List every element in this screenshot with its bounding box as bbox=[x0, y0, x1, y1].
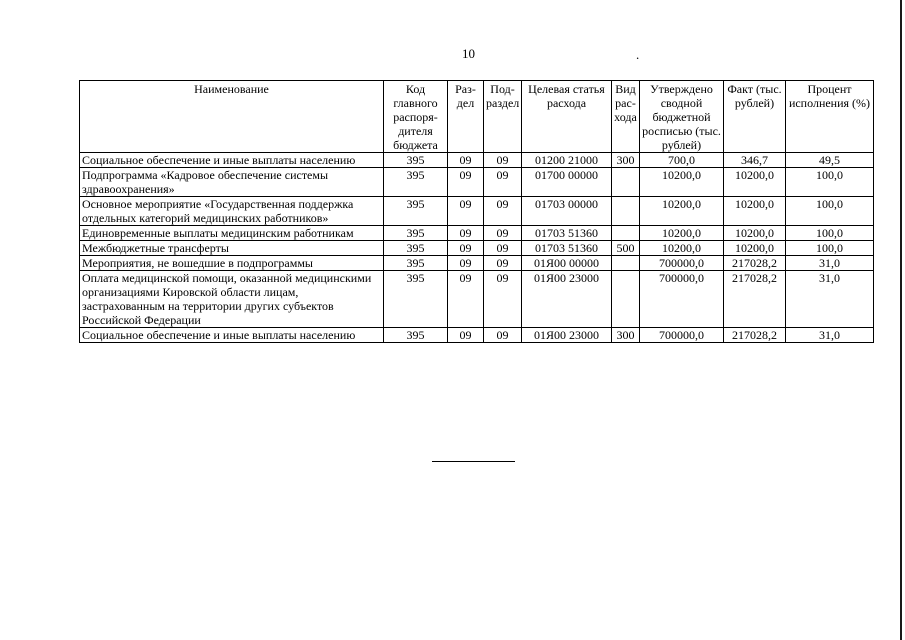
header-percent: Процент исполнения (%) bbox=[786, 81, 874, 153]
table-row bbox=[80, 271, 874, 328]
cell-subsection: 09 bbox=[484, 271, 522, 328]
header-fact: Факт (тыс. рублей) bbox=[724, 81, 786, 153]
cell-approved: 700000,0 bbox=[640, 256, 724, 271]
table-row bbox=[80, 226, 874, 241]
cell-name: Оплата медицинской помощи, оказанной медицинскими организациями Кировской области лицам, застрахованным на территории других субъектов Российской Федерации bbox=[80, 271, 384, 328]
cell-approved: 10200,0 bbox=[640, 241, 724, 256]
stray-mark: . bbox=[636, 47, 640, 62]
cell-section: 09 bbox=[448, 241, 484, 256]
cell-section: 09 bbox=[448, 168, 484, 197]
cell-code: 395 bbox=[384, 328, 448, 343]
cell-percent: 31,0 bbox=[786, 328, 874, 343]
cell-target: 01703 51360 bbox=[522, 241, 612, 256]
table-row bbox=[80, 153, 874, 168]
cell-percent: 100,0 bbox=[786, 226, 874, 241]
cell-fact: 346,7 bbox=[724, 153, 786, 168]
cell-code: 395 bbox=[384, 197, 448, 226]
table-row bbox=[80, 328, 874, 343]
cell-kind: 500 bbox=[612, 241, 640, 256]
cell-name: Мероприятия, не вошедшие в подпрограммы bbox=[80, 256, 384, 271]
cell-code: 395 bbox=[384, 271, 448, 328]
cell-fact: 10200,0 bbox=[724, 168, 786, 197]
cell-approved: 700,0 bbox=[640, 153, 724, 168]
table-header-row bbox=[80, 81, 874, 153]
cell-subsection: 09 bbox=[484, 241, 522, 256]
cell-fact: 217028,2 bbox=[724, 271, 786, 328]
cell-kind bbox=[612, 271, 640, 328]
cell-section: 09 bbox=[448, 256, 484, 271]
header-name: Наименование bbox=[80, 81, 384, 153]
budget-execution-table bbox=[79, 80, 874, 343]
cell-section: 09 bbox=[448, 153, 484, 168]
cell-subsection: 09 bbox=[484, 168, 522, 197]
header-approved: Утверждено сводной бюджетной росписью (тыс. рублей) bbox=[640, 81, 724, 153]
cell-code: 395 bbox=[384, 226, 448, 241]
cell-target: 01700 00000 bbox=[522, 168, 612, 197]
cell-fact: 217028,2 bbox=[724, 328, 786, 343]
cell-target: 01703 51360 bbox=[522, 226, 612, 241]
cell-approved: 700000,0 bbox=[640, 271, 724, 328]
cell-subsection: 09 bbox=[484, 226, 522, 241]
cell-name: Социальное обеспечение и иные выплаты населению bbox=[80, 328, 384, 343]
cell-name: Межбюджетные трансферты bbox=[80, 241, 384, 256]
cell-percent: 31,0 bbox=[786, 271, 874, 328]
cell-percent: 100,0 bbox=[786, 168, 874, 197]
cell-section: 09 bbox=[448, 226, 484, 241]
cell-subsection: 09 bbox=[484, 256, 522, 271]
scan-edge bbox=[900, 0, 902, 640]
table-row bbox=[80, 256, 874, 271]
cell-percent: 100,0 bbox=[786, 197, 874, 226]
cell-fact: 10200,0 bbox=[724, 197, 786, 226]
cell-name: Основное мероприятие «Государственная поддержка отдельных категорий медицинских работников» bbox=[80, 197, 384, 226]
cell-fact: 217028,2 bbox=[724, 256, 786, 271]
cell-target: 01Я00 23000 bbox=[522, 328, 612, 343]
cell-kind: 300 bbox=[612, 328, 640, 343]
table-body bbox=[80, 153, 874, 343]
cell-fact: 10200,0 bbox=[724, 241, 786, 256]
cell-name: Социальное обеспечение и иные выплаты населению bbox=[80, 153, 384, 168]
cell-subsection: 09 bbox=[484, 328, 522, 343]
cell-subsection: 09 bbox=[484, 153, 522, 168]
table-row bbox=[80, 168, 874, 197]
cell-percent: 31,0 bbox=[786, 256, 874, 271]
cell-approved: 700000,0 bbox=[640, 328, 724, 343]
cell-target: 01200 21000 bbox=[522, 153, 612, 168]
header-subsection: Под-раздел bbox=[484, 81, 522, 153]
cell-percent: 49,5 bbox=[786, 153, 874, 168]
header-target: Целевая статья расхода bbox=[522, 81, 612, 153]
cell-approved: 10200,0 bbox=[640, 168, 724, 197]
cell-fact: 10200,0 bbox=[724, 226, 786, 241]
table-row bbox=[80, 241, 874, 256]
cell-section: 09 bbox=[448, 271, 484, 328]
cell-target: 01Я00 00000 bbox=[522, 256, 612, 271]
header-section: Раз-дел bbox=[448, 81, 484, 153]
cell-name: Подпрограмма «Кадровое обеспечение системы здравоохранения» bbox=[80, 168, 384, 197]
cell-code: 395 bbox=[384, 256, 448, 271]
cell-code: 395 bbox=[384, 241, 448, 256]
cell-section: 09 bbox=[448, 197, 484, 226]
cell-percent: 100,0 bbox=[786, 241, 874, 256]
cell-kind bbox=[612, 256, 640, 271]
cell-approved: 10200,0 bbox=[640, 197, 724, 226]
page-number: 10 bbox=[462, 46, 475, 61]
cell-kind: 300 bbox=[612, 153, 640, 168]
cell-code: 395 bbox=[384, 153, 448, 168]
header-kind: Вид рас-хода bbox=[612, 81, 640, 153]
cell-code: 395 bbox=[384, 168, 448, 197]
cell-name: Единовременные выплаты медицинским работникам bbox=[80, 226, 384, 241]
cell-kind bbox=[612, 226, 640, 241]
footer-divider bbox=[432, 461, 515, 462]
cell-kind bbox=[612, 197, 640, 226]
header-code: Код главного распоря-дителя бюджета bbox=[384, 81, 448, 153]
cell-target: 01Я00 23000 bbox=[522, 271, 612, 328]
cell-kind bbox=[612, 168, 640, 197]
cell-target: 01703 00000 bbox=[522, 197, 612, 226]
cell-approved: 10200,0 bbox=[640, 226, 724, 241]
cell-subsection: 09 bbox=[484, 197, 522, 226]
table-row bbox=[80, 197, 874, 226]
cell-section: 09 bbox=[448, 328, 484, 343]
